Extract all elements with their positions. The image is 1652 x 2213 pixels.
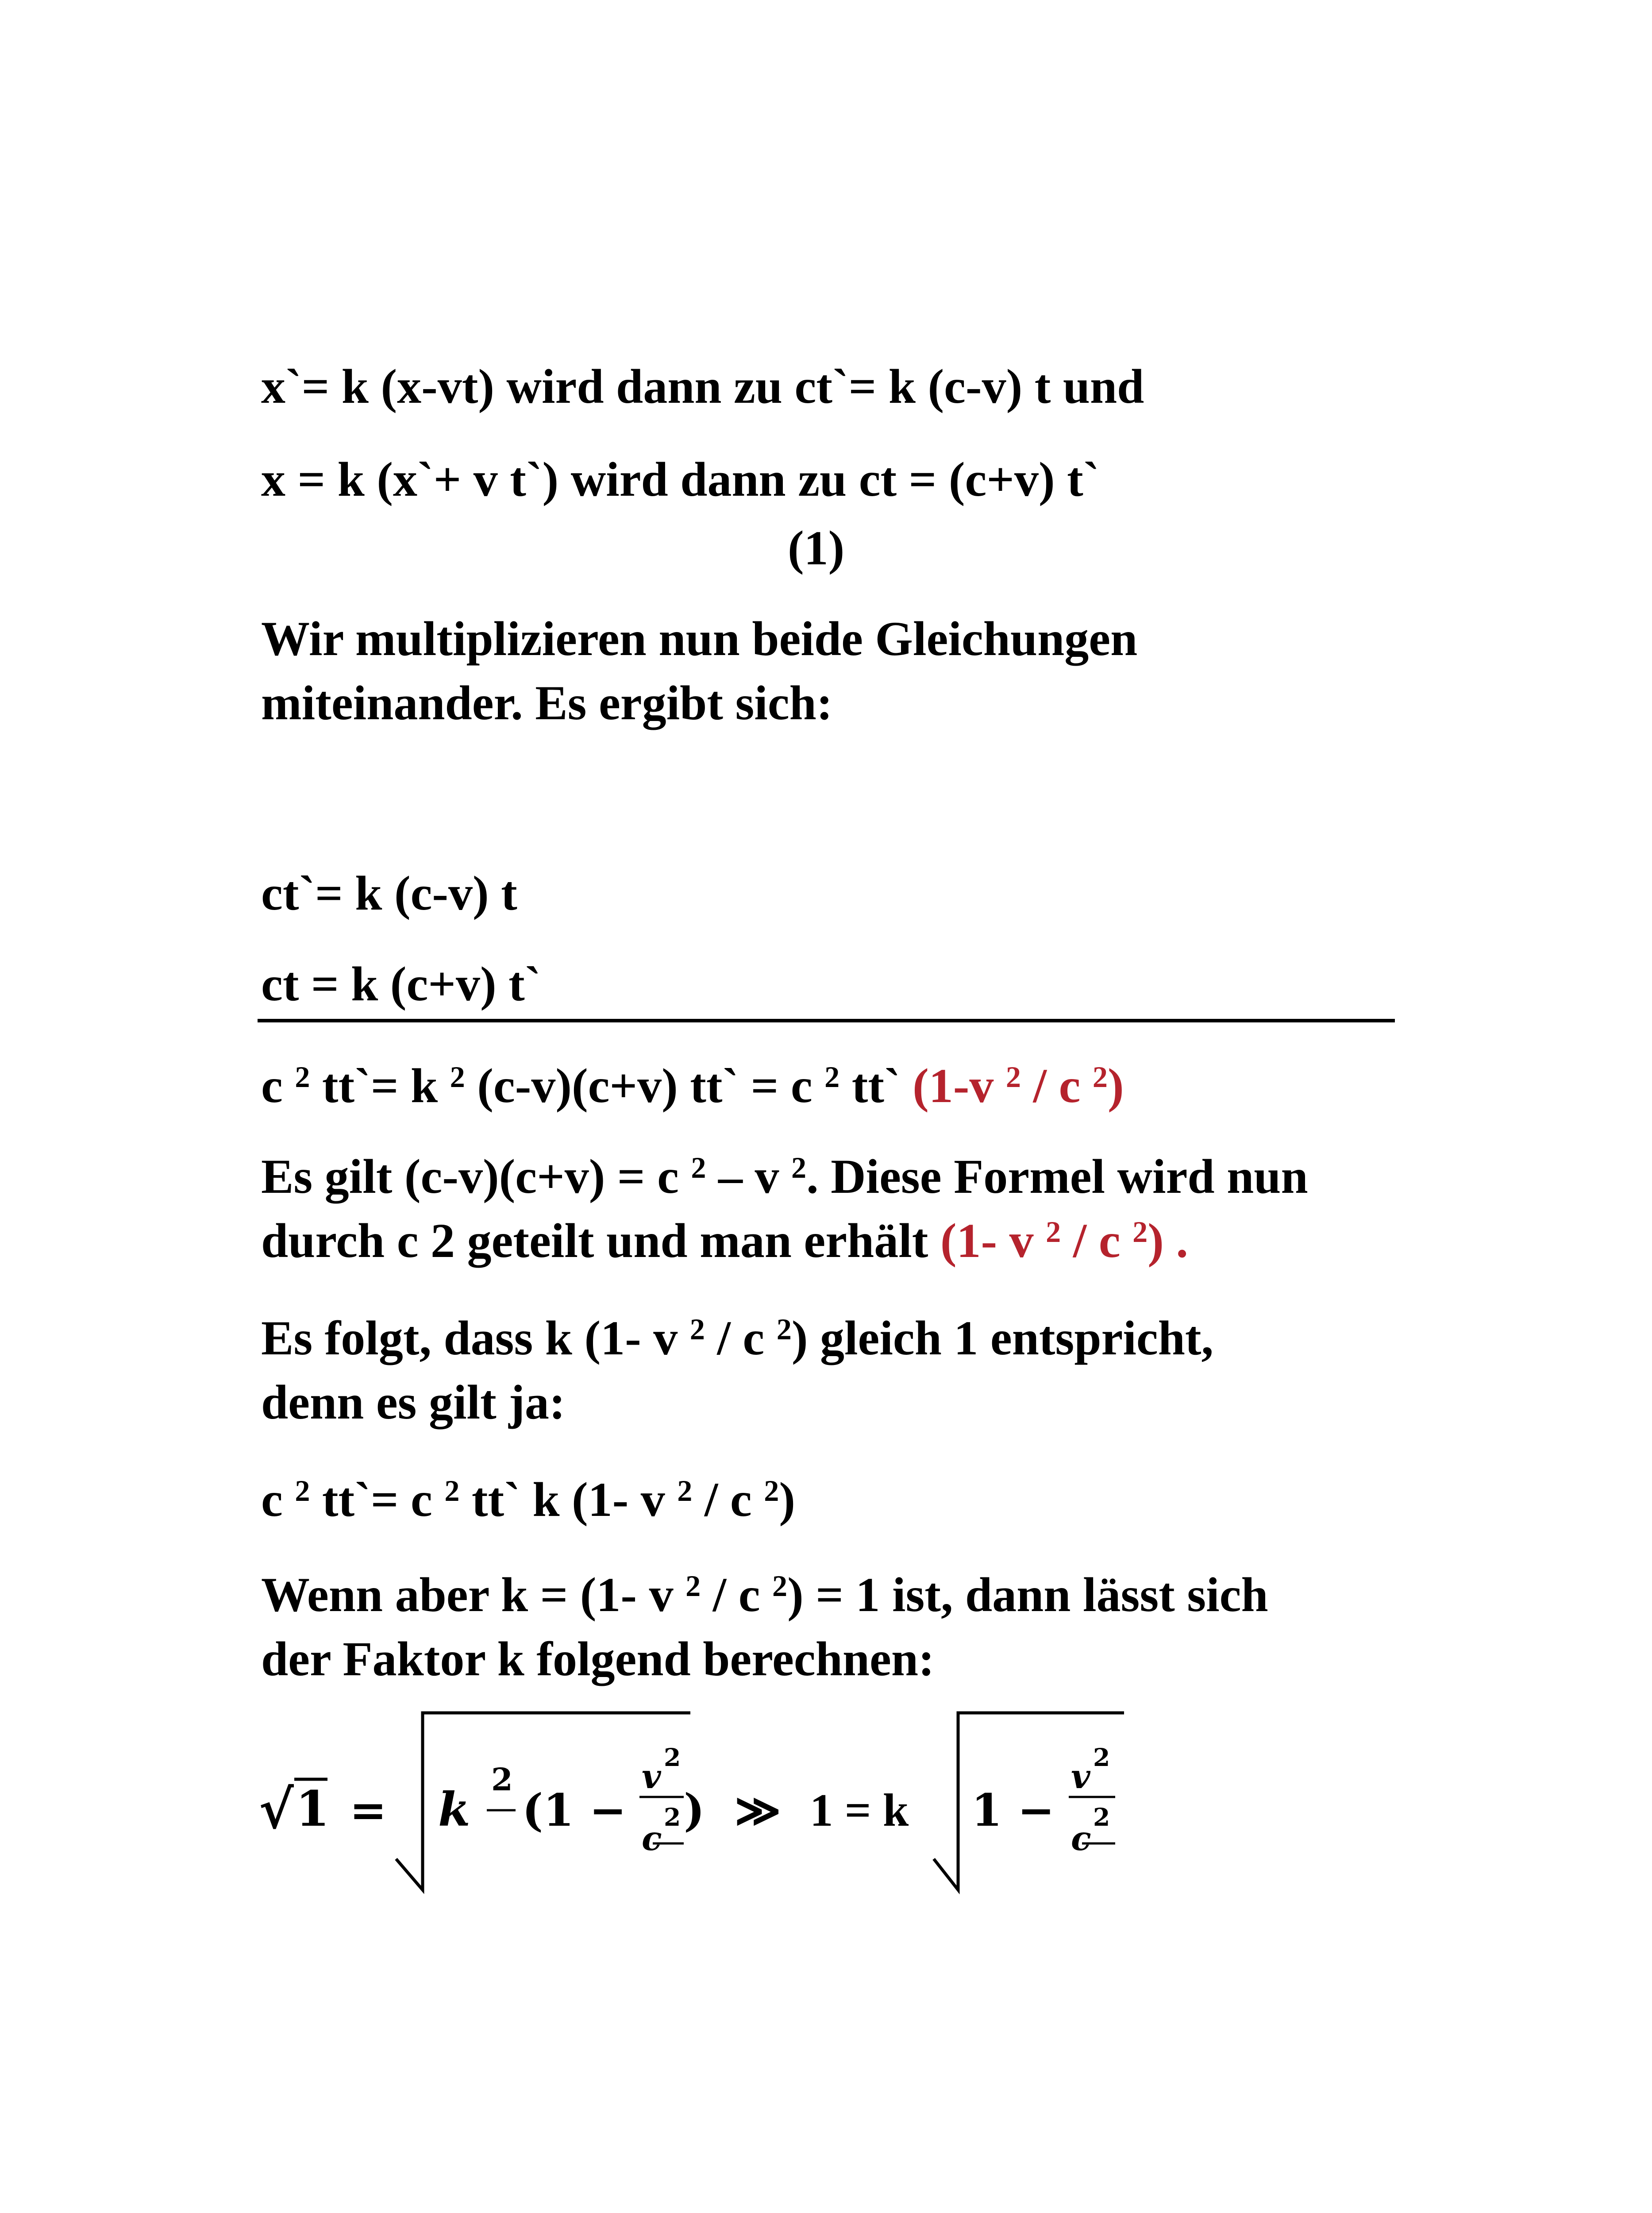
exponent-two: 2 [491,1761,513,1798]
paragraph-multiply-line-2: miteinander. Es ergibt sich: [261,676,833,730]
equation-ct: ct = k (c+v) t` [261,957,541,1011]
one-minus: (1 − [522,1784,627,1836]
v-exponent-2: 2 [1093,1743,1110,1772]
one-minus-2: 1 − [971,1784,1055,1836]
v-exponent: 2 [664,1743,681,1772]
equation-product: c $^2$ tt`= k $^2$ (c-v)(c+v) tt` = c $^2$ tt` (1-v $^2$ / c $^2$) [261,1059,1124,1113]
c-exponent-2: 2 [1093,1803,1110,1831]
v-symbol-2: v [1071,1757,1090,1796]
paragraph-es-folgt-line-2: denn es gilt ja: [261,1375,566,1429]
equals-sign: = [350,1784,387,1836]
line-1: x`= k (x-vt) wird dann zu ct`= k (c-v) t und [261,359,1144,413]
paragraph-wenn-line-1: Wenn aber k = (1- v $^2$ / c $^2$) = 1 ist, dann lässt sich [261,1568,1268,1622]
equation-number: (1) [788,521,845,575]
c-exponent: 2 [664,1803,681,1831]
line-2: x = k (x`+ v t`) wird dann zu ct = (c+v) t` [261,452,1100,506]
much-greater-sign: ≫ [735,1784,781,1836]
paragraph-es-gilt-line-1: Es gilt (c-v)(c+v) = c $^2$ – v $^2$. Diese Formel wird nun [261,1149,1308,1203]
v-symbol: v [642,1757,661,1796]
highlight-term: (1-v $^2$ / c $^2$) [913,1059,1124,1113]
equation-ct-prime: ct`= k (c-v) t [261,866,517,920]
paragraph-es-folgt-line-1: Es folgt, dass k (1- v $^2$ / c $^2$) gleich 1 entspricht, [261,1311,1214,1365]
c-symbol: c [642,1819,662,1858]
equation-k: c $^2$ tt`= c $^2$ tt` k (1- v $^2$ / c $^2$) [261,1473,795,1527]
result-text: 1 = k [810,1784,909,1836]
highlight-term: (1- v $^2$ / c $^2$) . [940,1214,1188,1268]
k-symbol: k [438,1782,470,1837]
c-symbol-2: c [1071,1819,1091,1858]
sqrt-symbol: √ [259,1778,294,1841]
paragraph-wenn-line-2: der Faktor k folgend berechnen: [261,1632,935,1686]
paragraph-es-gilt-line-2: durch c 2 geteilt und man erhält (1- v $^2$ / c $^2$) . [261,1214,1188,1268]
close-paren: ) [684,1784,705,1836]
paragraph-multiply-line-1: Wir multiplizieren nun beide Gleichungen [261,612,1138,666]
sqrt-radicand-one: 1 [296,1780,330,1837]
